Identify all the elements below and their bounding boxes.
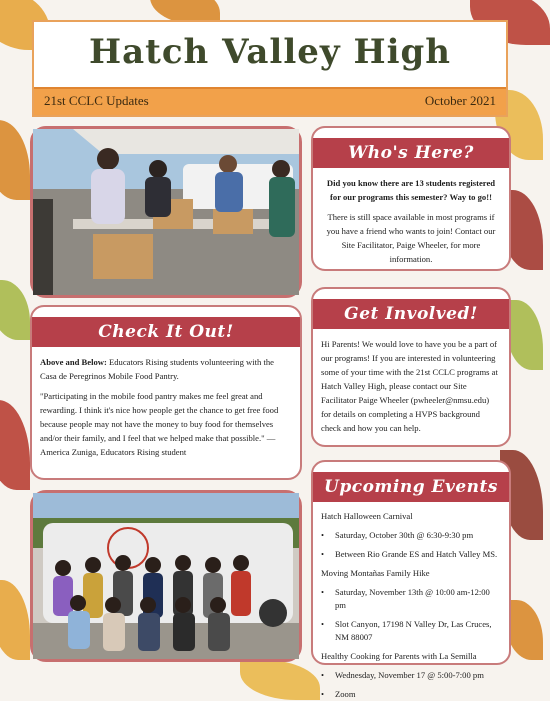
whos-here-card — [311, 126, 511, 271]
get-involved-body: Hi Parents! We would love to have you be a part of our programs! If you are interested in volunteering some of your time with the 21st CCLC programs at Hatch Valley High, please contact our Site Facilitator Paige Wheeler (pwheeler@nmsu.edu) for details on completing a HVPS background check and how you can help. — [321, 339, 498, 433]
page-title: Hatch Valley High — [89, 32, 451, 72]
caption-text: Educators Rising students volunteering with the Casa de Peregrinos Mobile Food Pantry. — [40, 357, 274, 381]
leaf-decoration — [0, 280, 30, 340]
photo-caption — [40, 355, 292, 383]
get-involved-heading: Get Involved! — [313, 299, 509, 329]
leaf-decoration — [0, 580, 30, 660]
leaf-decoration — [0, 120, 30, 200]
program-name: 21st CCLC Updates — [44, 93, 149, 108]
caption-lead: Above and Below: — [40, 357, 107, 367]
food-pantry-photo — [30, 126, 302, 298]
whos-here-highlight: Did you know there are 13 students registered for our programs this semester? Way to go!! — [326, 178, 496, 202]
leaf-decoration — [240, 660, 320, 700]
get-involved-card — [311, 287, 511, 447]
newsletter-header — [32, 20, 508, 117]
food-pantry-photo-illustration — [33, 129, 299, 295]
header-subtitle-bar — [34, 87, 506, 115]
event-1-title: Hatch Halloween Carnival — [321, 511, 413, 521]
group-photo — [30, 490, 302, 662]
event-1-date: • Saturday, October 30th @ 6:30-9:30 pm — [321, 529, 501, 542]
upcoming-events-heading: Upcoming Events — [313, 472, 509, 502]
check-it-out-heading: Check It Out! — [32, 317, 300, 347]
event-2-date: • Saturday, November 13th @ 10:00 am-12:00 pm — [321, 586, 501, 612]
group-photo-illustration — [33, 493, 299, 659]
whos-here-heading: Who's Here? — [313, 138, 509, 168]
event-3-date: • Wednesday, November 17 @ 5:00-7:00 pm — [321, 669, 501, 682]
event-3-title: Healthy Cooking for Parents with La Semilla — [321, 651, 477, 661]
event-2-place: • Slot Canyon, 17198 N Valley Dr, Las Cruces, NM 88007 — [321, 618, 501, 644]
check-it-out-card — [30, 305, 302, 480]
event-2-title: Moving Montañas Family Hike — [321, 568, 430, 578]
event-3-place: • Zoom — [321, 688, 501, 701]
whos-here-body: There is still space available in most programs if you have a friend who wants to join! Contact our Site Facilitator, Paige Wheeler, for more information. — [326, 212, 496, 264]
leaf-decoration — [0, 400, 30, 490]
event-1-place: • Between Rio Grande ES and Hatch Valley MS. — [321, 548, 501, 561]
issue-date: October 2021 — [424, 93, 496, 108]
upcoming-events-card — [311, 460, 511, 699]
student-quote: "Participating in the mobile food pantry makes me feel great and rewarding. I think it's nice how people get the chance to get free food because people may not have the money to buy food for themselves and/or their family, and I feel that we helped make that possible." — America Zuniga, Educators Rising student — [40, 391, 279, 457]
